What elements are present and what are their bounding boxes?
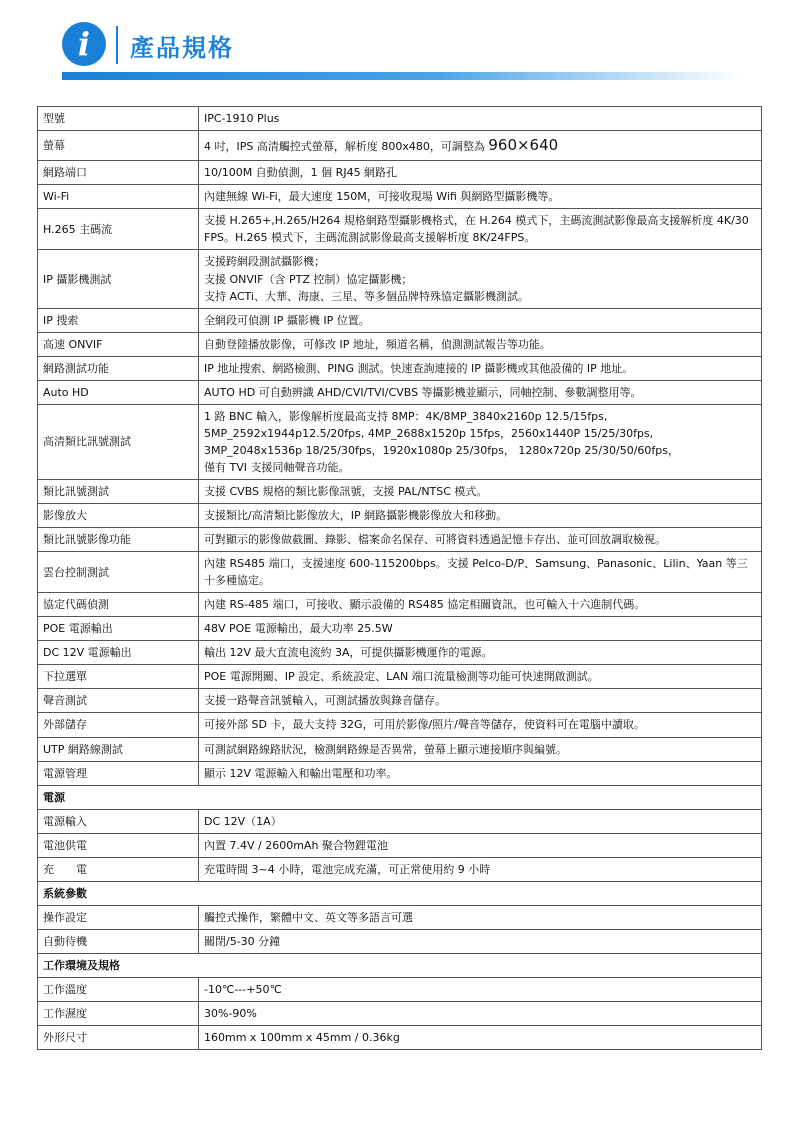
table-row bbox=[38, 380, 762, 404]
spec-value-line: 觸控式操作，繁體中文、英文等多語言可選 bbox=[204, 910, 413, 924]
section-header-row bbox=[38, 785, 762, 809]
spec-value-line: 內建無線 Wi-Fi，最大速度 150M，可接收現場 Wifi 與網路型攝影機等。 bbox=[204, 190, 560, 204]
spec-value-line: 輸出 12V 最大直流电流約 3A，可提供攝影機運作的電源。 bbox=[204, 646, 493, 660]
spec-label: 外部儲存 bbox=[38, 713, 199, 737]
table-row bbox=[38, 504, 762, 528]
spec-value bbox=[199, 905, 762, 929]
section-title: 系統參數 bbox=[38, 881, 762, 905]
spec-value bbox=[199, 1002, 762, 1026]
spec-label: 雲台控制測試 bbox=[38, 552, 199, 593]
spec-value-line: 顯示 12V 電源輸入和輸出電壓和功率。 bbox=[204, 766, 398, 780]
spec-label: 高速 ONVIF bbox=[38, 332, 199, 356]
spec-label: 網路測試功能 bbox=[38, 356, 199, 380]
spec-label: 充 電 bbox=[38, 857, 199, 881]
spec-value bbox=[199, 617, 762, 641]
spec-value bbox=[199, 833, 762, 857]
spec-table bbox=[37, 106, 762, 1050]
spec-label: 工作溫度 bbox=[38, 977, 199, 1001]
spec-label: Wi-Fi bbox=[38, 185, 199, 209]
header-divider bbox=[116, 26, 118, 64]
spec-label: DC 12V 電源輸出 bbox=[38, 641, 199, 665]
table-row bbox=[38, 593, 762, 617]
spec-value-line: 160mm x 100mm x 45mm / 0.36kg bbox=[204, 1031, 400, 1045]
spec-value-line: -10℃---+50℃ bbox=[204, 982, 282, 996]
table-row bbox=[38, 713, 762, 737]
table-row bbox=[38, 107, 762, 131]
spec-value bbox=[199, 552, 762, 593]
spec-value bbox=[199, 761, 762, 785]
spec-label: 類比訊號測試 bbox=[38, 480, 199, 504]
spec-label: Auto HD bbox=[38, 380, 199, 404]
spec-value-line: 可測試網路線路狀況，檢測網路線是否異常，螢幕上顯示連接順序與編號。 bbox=[204, 742, 567, 756]
table-row bbox=[38, 977, 762, 1001]
spec-value-line: 48V POE 電源輸出，最大功率 25.5W bbox=[204, 622, 393, 636]
spec-value bbox=[199, 480, 762, 504]
spec-value bbox=[199, 356, 762, 380]
table-row bbox=[38, 665, 762, 689]
spec-value bbox=[199, 713, 762, 737]
header-accent-bar bbox=[62, 72, 742, 80]
spec-label: 網路端口 bbox=[38, 161, 199, 185]
spec-value-line: 支援 H.265+,H.265/H264 規格網路型攝影機格式，在 H.264 模式下，主碼流測試影像最高支援解析度 4K/30 FPS。H.265 模式下，主碼流測試影像最高支援解析度 8K/24FPS。 bbox=[204, 214, 749, 245]
spec-value-line: 30%-90% bbox=[204, 1007, 257, 1021]
table-row bbox=[38, 161, 762, 185]
spec-value bbox=[199, 308, 762, 332]
table-row bbox=[38, 1002, 762, 1026]
table-row bbox=[38, 250, 762, 308]
info-icon: i bbox=[62, 22, 106, 66]
spec-value bbox=[199, 185, 762, 209]
spec-label: 電源管理 bbox=[38, 761, 199, 785]
spec-value bbox=[199, 404, 762, 479]
spec-label: H.265 主碼流 bbox=[38, 209, 199, 250]
spec-value-line: 關閉/5-30 分鐘 bbox=[204, 934, 281, 948]
spec-value-line: 支援 CVBS 規格的類比影像訊號，支援 PAL/NTSC 模式。 bbox=[204, 485, 488, 498]
spec-value-line: 支援 ONVIF（含 PTZ 控制）協定攝影機； bbox=[204, 272, 413, 286]
spec-label: IP 搜索 bbox=[38, 308, 199, 332]
spec-value-line: 全網段可偵測 IP 攝影機 IP 位置。 bbox=[204, 313, 370, 327]
spec-label: 影像放大 bbox=[38, 504, 199, 528]
spec-value-text: 960×640 bbox=[488, 136, 559, 155]
spec-value-line: DC 12V（1A） bbox=[204, 814, 282, 828]
spec-value bbox=[199, 977, 762, 1001]
section-title: 工作環境及規格 bbox=[38, 953, 762, 977]
spec-value bbox=[199, 641, 762, 665]
section-header-row bbox=[38, 953, 762, 977]
spec-label: 工作濕度 bbox=[38, 1002, 199, 1026]
table-row bbox=[38, 480, 762, 504]
spec-value-line: POE 電源開關、IP 設定、系統設定、LAN 端口流量檢測等功能可快速開啟測試。 bbox=[204, 670, 599, 684]
table-row bbox=[38, 185, 762, 209]
table-row bbox=[38, 209, 762, 250]
spec-value-line: 支援跨網段測試攝影機； bbox=[204, 255, 325, 269]
spec-label: 型號 bbox=[38, 107, 199, 131]
spec-value-line: 5MP_2592x1944p12.5/20fps, 4MP_2688x1520p 15fps，2560x1440P 15/25/30fps, bbox=[204, 426, 654, 440]
table-row bbox=[38, 308, 762, 332]
table-row bbox=[38, 761, 762, 785]
table-row bbox=[38, 528, 762, 552]
spec-value bbox=[199, 107, 762, 131]
spec-value-line: 10/100M 自動偵測，1 個 RJ45 網路孔 bbox=[204, 166, 398, 180]
table-row bbox=[38, 617, 762, 641]
table-row bbox=[38, 929, 762, 953]
spec-value-line: 內置 7.4V / 2600mAh 聚合物鋰電池 bbox=[204, 838, 388, 852]
spec-label: IP 攝影機測試 bbox=[38, 250, 199, 308]
spec-label: 協定代碼偵測 bbox=[38, 593, 199, 617]
spec-value bbox=[199, 380, 762, 404]
table-row bbox=[38, 1026, 762, 1050]
table-row bbox=[38, 552, 762, 593]
spec-value bbox=[199, 593, 762, 617]
spec-label: 外形尺寸 bbox=[38, 1026, 199, 1050]
spec-value-line: 1 路 BNC 輸入，影像解析度最高支持 8MP：4K/8MP_3840x2160p 12.5/15fps, bbox=[204, 409, 608, 423]
spec-value bbox=[199, 809, 762, 833]
spec-value-line: 支援類比/高清類比影像放大，IP 網路攝影機影像放大和移動。 bbox=[204, 509, 508, 523]
table-row bbox=[38, 131, 762, 161]
spec-value-line: AUTO HD 可自動辨識 AHD/CVI/TVI/CVBS 等攝影機並顯示，同軸控制、參數調整用等。 bbox=[204, 385, 642, 399]
spec-label: 操作設定 bbox=[38, 905, 199, 929]
spec-value bbox=[199, 737, 762, 761]
table-row bbox=[38, 809, 762, 833]
table-row bbox=[38, 737, 762, 761]
spec-value bbox=[199, 332, 762, 356]
page-title: 產品規格 bbox=[130, 34, 234, 62]
spec-label: 下拉選單 bbox=[38, 665, 199, 689]
table-row bbox=[38, 356, 762, 380]
table-row bbox=[38, 833, 762, 857]
spec-value bbox=[199, 689, 762, 713]
spec-value-line: 內建 RS485 端口，支援速度 600-115200bps。支援 Pelco-D/P、Samsung、Panasonic、Lilin、Yaan 等三十多種協定。 bbox=[204, 557, 748, 588]
spec-value-line: 可接外部 SD 卡，最大支持 32G，可用於影像/照片/聲音等儲存，使資料可在電腦中讀取。 bbox=[204, 718, 645, 732]
spec-value-line: 充電時間 3~4 小時，電池完成充滿，可正常使用約 9 小時 bbox=[204, 862, 491, 876]
spec-value bbox=[199, 528, 762, 552]
table-row bbox=[38, 905, 762, 929]
spec-value-line: IP 地址搜索、網路檢測、PING 測試。快速查詢連接的 IP 攝影機或其他設備的 IP 地址。 bbox=[204, 361, 634, 375]
spec-value bbox=[199, 1026, 762, 1050]
spec-value-line: 僅有 TVI 支援同軸聲音功能。 bbox=[204, 460, 350, 474]
spec-value bbox=[199, 504, 762, 528]
table-row bbox=[38, 641, 762, 665]
spec-label: 聲音測試 bbox=[38, 689, 199, 713]
spec-value-line: 自動登陸播放影像，可修改 IP 地址，頻道名稱，偵測測試報告等功能。 bbox=[204, 337, 551, 351]
spec-label: POE 電源輸出 bbox=[38, 617, 199, 641]
page-header bbox=[62, 18, 742, 74]
spec-value bbox=[199, 131, 762, 161]
spec-label: UTP 網路線測試 bbox=[38, 737, 199, 761]
spec-value bbox=[199, 161, 762, 185]
table-row bbox=[38, 689, 762, 713]
spec-value-text: 4 吋，IPS 高清觸控式螢幕，解析度 800x480，可調整為 bbox=[204, 140, 489, 154]
table-row bbox=[38, 857, 762, 881]
spec-label: 電源輸入 bbox=[38, 809, 199, 833]
spec-value-line: 支持 ACTi、大華、海康、三星、等多個品牌特殊協定攝影機測試。 bbox=[204, 289, 529, 303]
table-row bbox=[38, 404, 762, 479]
spec-value bbox=[199, 857, 762, 881]
section-header-row bbox=[38, 881, 762, 905]
spec-label: 電池供電 bbox=[38, 833, 199, 857]
section-title: 電源 bbox=[38, 785, 762, 809]
spec-value bbox=[199, 665, 762, 689]
spec-label: 類比訊號影像功能 bbox=[38, 528, 199, 552]
spec-label: 螢幕 bbox=[38, 131, 199, 161]
spec-value bbox=[199, 209, 762, 250]
spec-value-line: 內建 RS-485 端口，可接收、顯示設備的 RS485 協定相關資訊，也可輸入十六進制代碼。 bbox=[204, 598, 646, 612]
table-row bbox=[38, 332, 762, 356]
spec-value-line: 3MP_2048x1536p 18/25/30fps，1920x1080p 25/30fps， 1280x720p 25/30/50/60fps， bbox=[204, 443, 680, 457]
spec-label: 自動待機 bbox=[38, 929, 199, 953]
spec-label: 高清類比訊號測試 bbox=[38, 404, 199, 479]
spec-value bbox=[199, 929, 762, 953]
spec-value-line: IPC-1910 Plus bbox=[204, 112, 280, 125]
spec-value-line: 支援一路聲音訊號輸入，可測試播放與錄音儲存。 bbox=[204, 694, 446, 708]
spec-value bbox=[199, 250, 762, 308]
spec-value-line: 可對顯示的影像做截圖、錄影、檔案命名保存、可將資料透過記憶卡存出、並可回放調取檢視。 bbox=[204, 533, 666, 547]
